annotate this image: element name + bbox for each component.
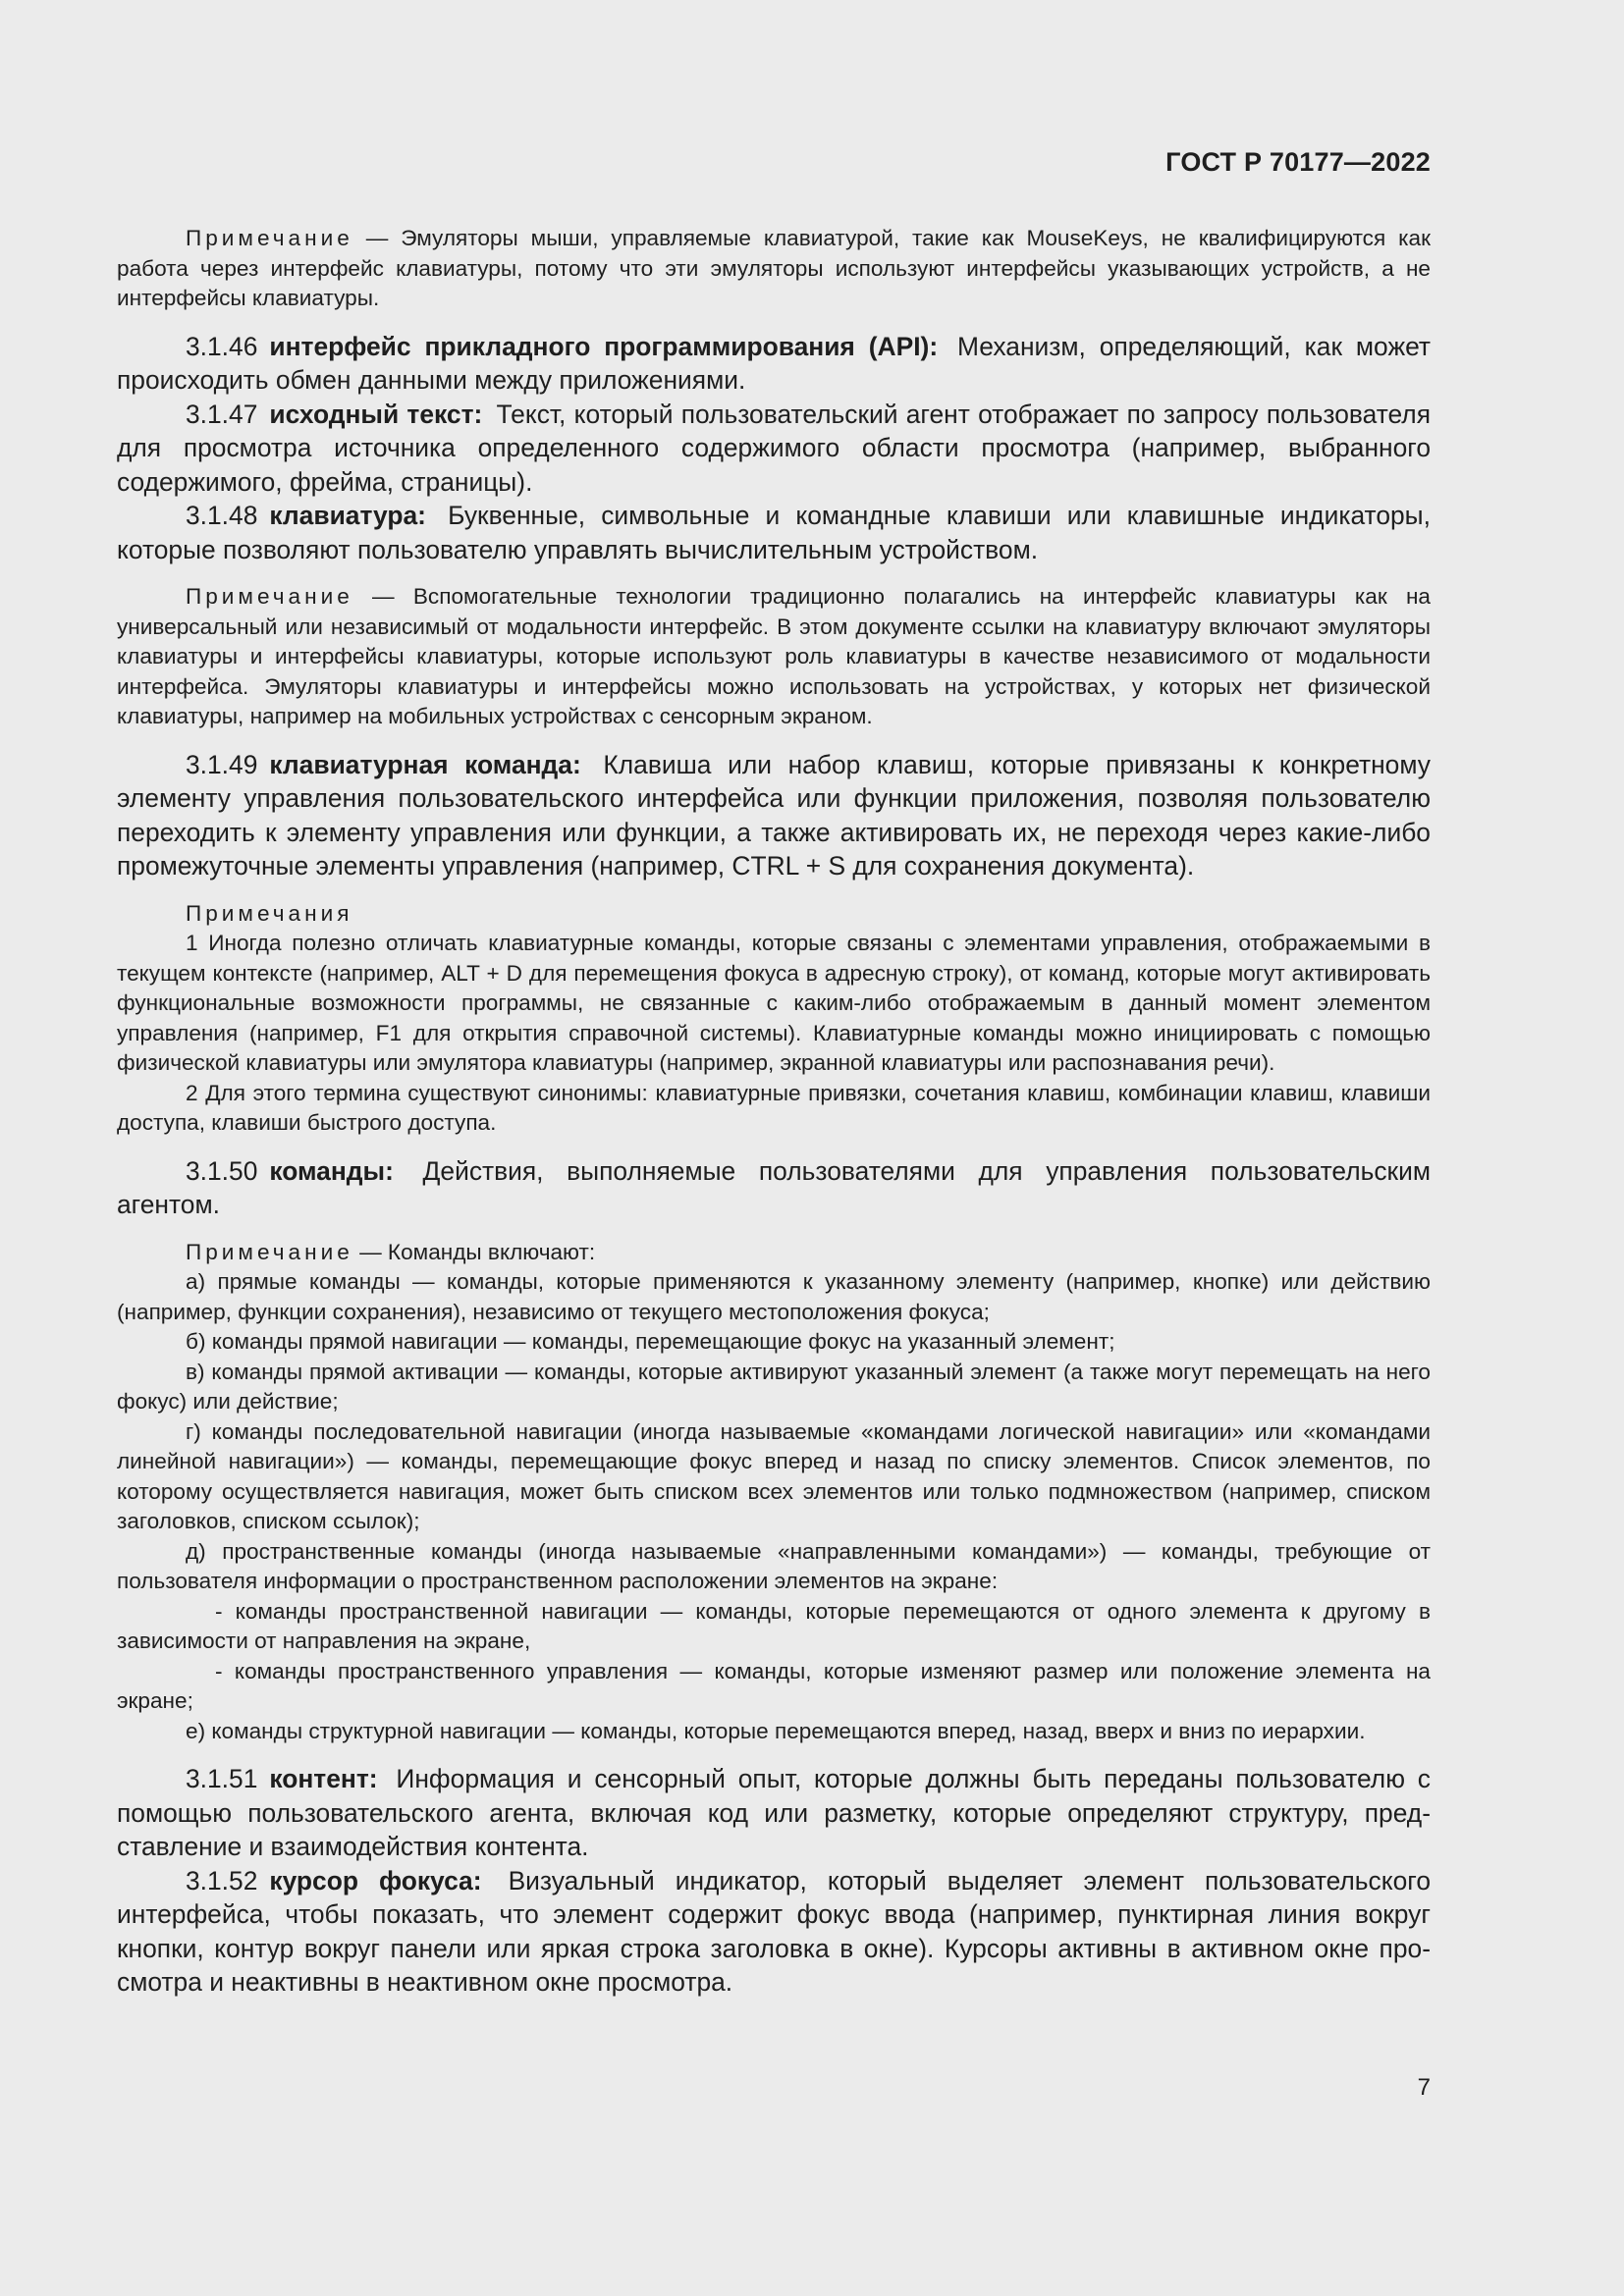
page-number: 7 [1417,2074,1431,2101]
list-item-v: в) команды прямой активации — команды, которые активируют указанный элемент (а также могут перемещать на него фокус) или действие; [117,1359,1431,1414]
note-text: — Вспомогательные технологии традиционно полагались на интерфейс клавиатуры как на универсальный или независимый от модальности интерфейс. В этом документе ссылки на клавиатуру включают эмуляторы клавиатуры и интерфейсы клавиатуры, которые используют роль клавиатуры в качестве независимого от модальности интерфейса. Эмуляторы клавиатуры и интерфейсы можно использовать на устройствах, у которых нет физической клавиатуры, например на мобильных устройствах с сенсорным экраном. [117,584,1431,728]
document-body [117,224,1431,2000]
definition-3-1-50 [117,1154,1431,1222]
definition-text: Информация и сенсорный опыт, которые должны быть переданы пользователю с помощью пользовательского агента, включая код или разметку, которые определяют структуру, представление и взаимодействия контента. [117,1764,1431,1861]
notes-heading: Примечания [186,900,353,926]
term: команды: [269,1155,394,1186]
note-commands-intro [117,1238,1431,1268]
definition-3-1-52 [117,1864,1431,2000]
note-item-2: 2 Для этого термина существуют синонимы: клавиатурные привязки, сочетания клавиш, комбинации клавиш, клавиши доступа, клавиши быстрого доступа. [117,1080,1431,1135]
note-label: Примечание [186,584,353,609]
clause-number: 3.1.46 [186,331,258,361]
definition-3-1-48 [117,499,1431,566]
sub-item-spatial-control: - команды пространственного управления — команды, которые изменяют размер или положение элемента на экране; [117,1658,1431,1713]
note-mousekeys [117,224,1431,314]
list-item-g: г) команды последовательной навигации (иногда называемые «командами логической навигации» или «командами линейной навигации») — команды, перемещающие фокус вперед и назад по списку элементов. Список элементов, по которому осуществляется навигация, может быть списком всех элементов или только подмножеством (например, списком заголовков, списком ссылок); [117,1418,1431,1533]
note-label: Примечание [186,226,353,250]
definition-text: Клавиша или набор клавиш, которые привязаны к конкретному элементу управления пользовательского интерфейса или функции приложения, позволяя пользователю переходить к элементу управления или функции, а также активировать их, не переходя через какие-либо промежуточные элементы управления (например, CTRL + S для сохранения документа). [117,749,1431,881]
definition-text: Действия, выполняемые пользователями для управления пользовательским агентом. [117,1155,1431,1219]
note-text: — Эмуляторы мыши, управляемые клавиатурой, такие как MouseKeys, не квалифицируются как работа через интерфейс клавиатуры, потому что эти эмуляторы используют интерфейсы указывающих устройств, а не интерфейсы клавиатуры. [117,226,1431,310]
note-text: — Команды включают: [359,1239,596,1264]
clause-number: 3.1.51 [186,1764,258,1793]
term: курсор фокуса: [269,1865,482,1896]
clause-number: 3.1.47 [186,399,258,429]
list-item-e: е) команды структурной навигации — команды, которые перемещаются вперед, назад, вверх и вниз по иерархии. [186,1718,1366,1743]
clause-number: 3.1.49 [186,749,258,779]
standard-header: ГОСТ Р 70177—2022 [1165,147,1431,177]
term: клавиатура: [269,501,426,530]
term: клавиатурная команда: [269,749,581,779]
note-label: Примечание [186,1239,353,1264]
note-item-1: 1 Иногда полезно отличать клавиатурные команды, которые связаны с элементами управления, отображаемыми в текущем контексте (например, ALT + D для перемещения фокуса в адресную строку), от команд, которые могут активировать функциональные возможности программы, не связанные с каким-либо отображаемым в данный момент элементом управления (например, F1 для открытия справочной системы). Клавиатурные команды можно инициировать с помощью физической клавиатуры или эмулятора клавиатуры (например, экранной клавиатуры или распознавания речи). [117,931,1431,1075]
definition-3-1-51 [117,1762,1431,1864]
definition-3-1-47 [117,398,1431,500]
note-keyboard [117,582,1431,732]
list-item-b: б) команды прямой навигации — команды, перемещающие фокус на указанный элемент; [186,1329,1115,1354]
term: исходный текст: [269,399,483,429]
term: контент: [269,1764,378,1793]
definition-3-1-46 [117,330,1431,398]
clause-number: 3.1.48 [186,501,258,530]
clause-number: 3.1.50 [186,1155,258,1186]
list-item-d: д) пространственные команды (иногда называемые «направленными командами») — команды, требующие от пользователя информации о пространственном расположении элементов на экране: [117,1538,1431,1593]
term: интерфейс прикладного программирования (API): [269,331,939,361]
definition-text: Буквенные, символьные и командные клавиши или клавишные индикаторы, которые позволяют пользователю управлять вычислительным устройством. [117,501,1431,564]
clause-number: 3.1.52 [186,1865,258,1896]
sub-item-spatial-navigation: - команды пространственной навигации — команды, которые перемещаются от одного элемента к другому в зависимости от направления на экране, [117,1598,1431,1653]
notes-label [117,899,1431,930]
definition-text: Визуальный индикатор, который выделяет элемент пользовательского интерфейса, чтобы показать, что элемент содержит фокус ввода (например, пунктирная линия вокруг кнопки, контур вокруг панели или яркая строка заголовка в окне). Курсоры активны в активном окне просмотра и неактивны в неактивном окне просмотра. [117,1865,1431,1997]
list-item-a: а) прямые команды — команды, которые применяются к указанному элементу (например, кнопке) или действию (например, функции сохранения), независимо от текущего местоположения фокуса; [117,1269,1431,1324]
definition-3-1-49 [117,748,1431,883]
definition-text: Текст, который пользовательский агент отображает по запросу пользователя для просмотра источника определенного содержимого области просмотра (например, выбранного содержимого, фрейма, страницы). [117,399,1431,497]
definition-text: Механизм, определяющий, как может происходить обмен данными между приложениями. [117,331,1431,395]
